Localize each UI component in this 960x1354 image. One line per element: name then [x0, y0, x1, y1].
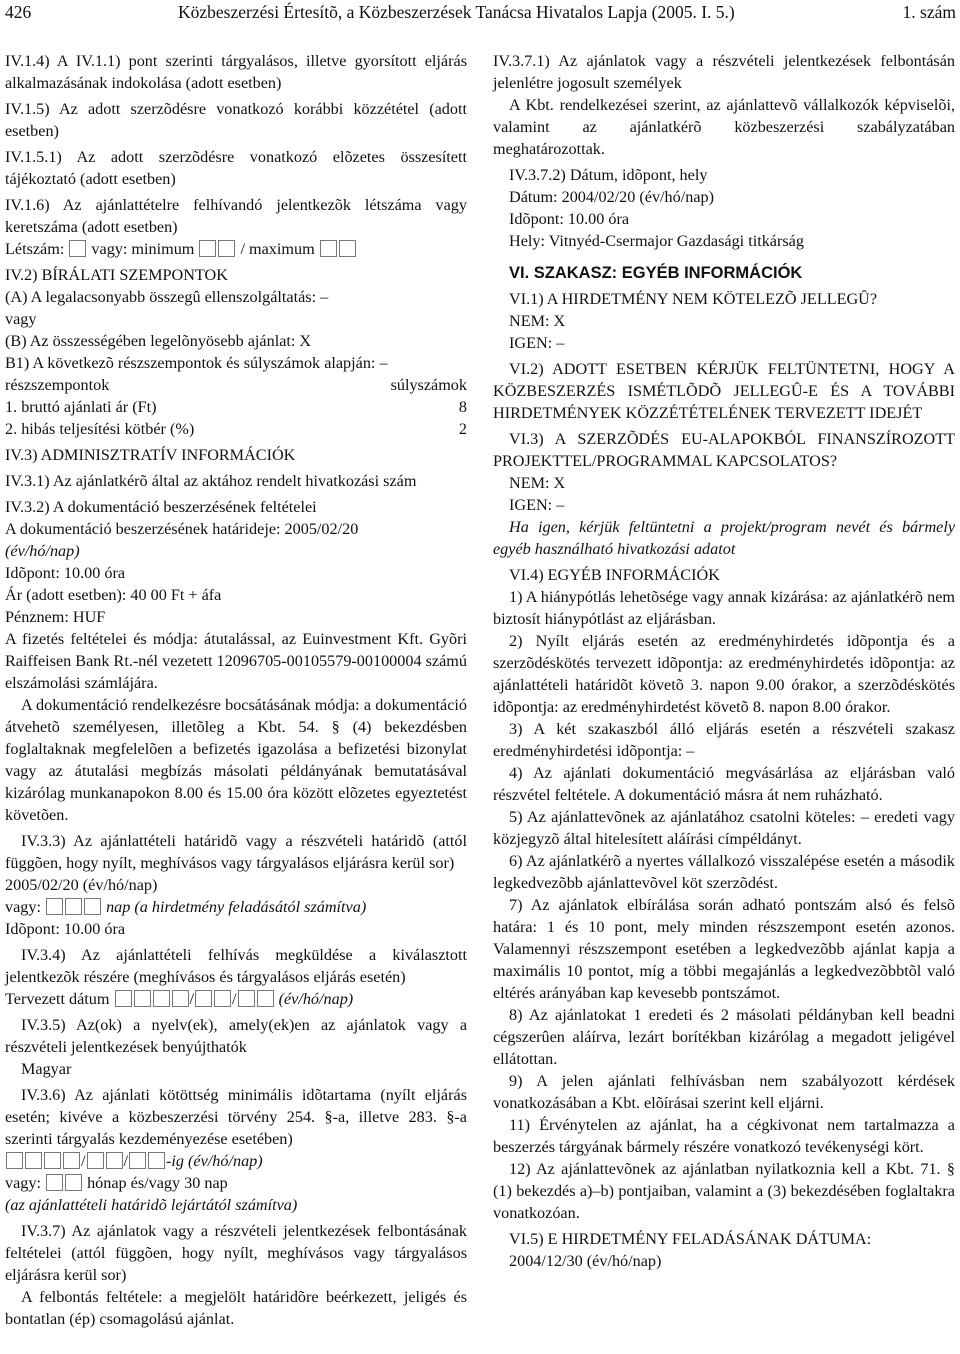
eu-project-note: Ha igen, kérjük feltüntetni a projekt/program nevét és bármely egyéb használható hivatkozási adatot [493, 518, 955, 558]
maximum-label: / maximum [240, 240, 315, 258]
months-label: hónap és/vagy 30 nap [87, 1174, 228, 1192]
criterion-b1: B1) A következõ részszempontok és súlyszámok alapján: – [5, 354, 388, 372]
criterion-weight: 8 [458, 398, 467, 416]
time-text: Idõpont: 10.00 óra [5, 920, 126, 938]
info-item: 8) Az ajánlatokat 1 eredeti és 2 másolati példányban kell beadni cégszerûen aláírva, lezárt borítékban kizárólag a megadott jeligével ellátottan. [493, 1006, 955, 1068]
info-item: 4) Az ajánlati dokumentáció megvásárlása az eljárásban való részvétel feltétele. A dokumentáció másra át nem ruházható. [493, 764, 955, 804]
criteria-row [5, 418, 467, 440]
empty-box [214, 990, 231, 1007]
info-item: 12) Az ajánlattevõnek az ajánlatban nyilatkoznia kell a Kbt. 71. § (1) bekezdés a)–b) pontjaiban, valamint a (3) bekezdésében foglaltakra vonatkozóan. [493, 1160, 955, 1222]
section-iv-1-4: IV.1.4) A IV.1.1) pont szerinti tárgyalásos, illetve gyorsított eljárás alkalmazásának indokolása (adott esetben) [5, 52, 467, 92]
criteria-header [5, 374, 467, 396]
dispatch-date: 2004/12/30 (év/hó/nap) [509, 1252, 662, 1270]
kbt-text: A Kbt. rendelkezései szerint, az ajánlattevõ vállalkozók képviselõi, valamint az ajánlatkérõ közbeszerzési szabályzatában meghatározottak. [493, 96, 955, 158]
section-vi-3: VI.3) A SZERZÕDÉS EU-ALAPOKBÓL FINANSZÍROZOTT PROJEKTTEL/PROGRAMMAL KAPCSOLATOS? [493, 430, 955, 470]
page-number: 426 [5, 2, 32, 22]
empty-box [153, 990, 170, 1007]
left-column [5, 50, 467, 1330]
right-column [493, 50, 955, 1272]
months-line [5, 1172, 467, 1194]
empty-box [148, 1152, 165, 1169]
section-iv-1-5: IV.1.5) Az adott szerzõdésre vonatkozó korábbi közzététel (adott esetben) [5, 100, 467, 140]
empty-box [87, 1152, 104, 1169]
empty-box [65, 898, 82, 915]
empty-box [129, 1152, 146, 1169]
empty-box [6, 1152, 23, 1169]
empty-box [46, 898, 63, 915]
igen-dash: IGEN: – [509, 334, 565, 352]
opening-date: Dátum: 2004/02/20 (év/hó/nap) [509, 188, 715, 206]
time-text: Idõpont: 10.00 óra [5, 564, 126, 582]
letszam-label: Létszám: [5, 240, 65, 258]
vagy-label: vagy: [5, 898, 41, 916]
page-header [0, 2, 960, 32]
vagy-label: vagy: [5, 1174, 41, 1192]
empty-box [195, 990, 212, 1007]
section-iv-1-5-1: IV.1.5.1) Az adott szerzõdésre vonatkozó elõzetes összesített tájékoztató (adott esetben) [5, 148, 467, 188]
section-iv-3-5: IV.3.5) Az(ok) a nyelv(ek), amely(ek)en az ajánlatok vagy a részvételi jelentkezések benyújthatók [5, 1016, 467, 1056]
empty-box [199, 240, 216, 257]
info-item: 11) Érvénytelen az ajánlat, ha a cégkivonat nem tartalmazza a beszerzés tárgyának bármely részére vonatkozó tevékenységi kört. [493, 1116, 955, 1156]
criterion-b: (B) Az összességében legelõnyösebb ajánlat: X [5, 332, 312, 350]
info-item: 6) Az ajánlatkérõ a nyertes vállalkozó visszalépése esetén a második legkedvezõbb ajánlattevõvel köt szerzõdést. [493, 852, 955, 892]
nem-x: NEM: X [509, 474, 566, 492]
weights-header: súlyszámok [390, 376, 467, 394]
section-vi-heading: VI. SZAKASZ: EGYÉB INFORMÁCIÓK [509, 264, 803, 282]
empty-box [172, 990, 189, 1007]
section-iv-3-2: IV.3.2) A dokumentáció beszerzésének feltételei [5, 498, 317, 516]
info-item: 5) Az ajánlattevõnek az ajánlatához csatolni köteles: – eredeti vagy közjegyzõ által hitelesített aláírási címpéldányt. [493, 808, 955, 848]
section-iv-3-1: IV.3.1) Az ajánlatkérõ által az aktához rendelt hivatkozási szám [5, 472, 417, 490]
currency-text: Pénznem: HUF [5, 608, 106, 626]
empty-box [63, 1152, 80, 1169]
empty-box [69, 240, 86, 257]
section-iv-3-7-2: IV.3.7.2) Dátum, idõpont, hely [509, 166, 708, 184]
section-vi-2: VI.2) ADOTT ESETBEN KÉRJÜK FELTÜNTETNI, HOGY A KÖZBESZERZÉS ISMÉTLÕDÕ JELLEGÛ-E ÉS A TOVÁBBI HIRDETMÉNYEK KÖZZÉTÉTELÉNEK TERVEZETT IDEJÉT [493, 360, 955, 422]
expiry-note: (az ajánlattételi határidõ lejártától számítva) [5, 1196, 298, 1214]
section-iv-3-6: IV.3.6) Az ajánlati kötöttség minimális idõtartama (nyílt eljárás esetén; kivéve a közbeszerzési törvény 254. §-a, illetve 283. §-a szerinti tárgyalás kezdeményezése esetében) [5, 1086, 467, 1148]
payment-terms: A fizetés feltételei és módja: átutalással, az Euinvestment Kft. Gyõri Raiffeisen Bank Rt.-nél vezetett 12096705-00105579-00100004 számú elszámolási számlájára. [5, 630, 467, 692]
journal-title: Közbeszerzési Értesítõ, a Közbeszerzések Tanácsa Hivatalos Lapja (2005. I. 5.) [178, 2, 735, 22]
section-iv-2: IV.2) BÍRÁLATI SZEMPONTOK [5, 266, 228, 284]
opening-condition: A felbontás feltétele: a megjelölt határidõre beérkezett, jeligés és bontatlan (ép) csomagolású ajánlat. [5, 1288, 467, 1328]
planned-date-label: Tervezett dátum [5, 990, 110, 1008]
criterion-weight: 2 [458, 420, 467, 438]
subcriteria-header: részszempontok [5, 376, 110, 394]
validity-date-line: / / -ig (év/hó/nap) [5, 1150, 467, 1172]
empty-box [257, 990, 274, 1007]
info-item: 9) A jelen ajánlati felhívásban nem szabályozott kérdések vonatkozásában a Kbt. elõírásai szerint kell eljárni. [493, 1072, 955, 1112]
empty-box [238, 990, 255, 1007]
empty-box [320, 240, 337, 257]
empty-box [46, 1174, 63, 1191]
nem-x: NEM: X [509, 312, 566, 330]
doc-deadline: A dokumentáció beszerzésének határideje: 2005/02/20 [5, 520, 359, 538]
empty-box [44, 1152, 61, 1169]
empty-box [134, 990, 151, 1007]
empty-box [84, 898, 101, 915]
language-text: Magyar [21, 1060, 72, 1078]
doc-availability: A dokumentáció rendelkezésre bocsátásának módja: a dokumentáció átvehetõ személyesen, illetõleg a Kbt. 54. § (4) bekezdésben foglaltaknak megfelelõen a befizetés igazolása a befizetési bizonylat vagy az átutalási megbízás másolati példányának bemutatásával kizárólag munkanapokon 8.00 és 15.00 óra között elõzetes egyeztetést követõen. [5, 696, 467, 824]
section-iv-3-7: IV.3.7) Az ajánlatok vagy a részvételi jelentkezések felbontásának feltételei (attól függõen, hogy nyílt, meghívásos vagy tárgyalásos eljárásra kerül sor) [5, 1222, 467, 1284]
planned-date-line: Tervezett dátum / / (év/hó/nap) [5, 990, 354, 1008]
section-iv-1-6: IV.1.6) Az ajánlattételre felhívandó jelentkezõk létszáma vagy keretszáma (adott esetben) [5, 196, 467, 236]
empty-box [339, 240, 356, 257]
section-vi-4: VI.4) EGYÉB INFORMÁCIÓK [509, 566, 720, 584]
deadline-date: 2005/02/20 (év/hó/nap) [5, 876, 158, 894]
until-label: -ig (év/hó/nap) [166, 1152, 263, 1170]
info-item: 1) A hiánypótlás lehetõsége vagy annak kizárása: az ajánlatkérõ nem biztosít hiánypótlást az eljárásban. [493, 588, 955, 628]
minimum-label: vagy: minimum [91, 240, 195, 258]
issue-number: 1. szám [902, 2, 956, 22]
section-vi-1: VI.1) A HIRDETMÉNY NEM KÖTELEZÕ JELLEGÛ? [509, 290, 878, 308]
empty-box [106, 1152, 123, 1169]
vagy-text: vagy [5, 310, 37, 328]
section-iv-3-7-1: IV.3.7.1) Az ajánlatok vagy a részvételi jelentkezések felbontásán jelenlétre jogosult személyek [493, 52, 955, 92]
empty-box [218, 240, 235, 257]
section-iv-3: IV.3) ADMINISZTRATÍV INFORMÁCIÓK [5, 446, 296, 464]
criteria-row [5, 396, 467, 418]
empty-box [25, 1152, 42, 1169]
empty-box [65, 1174, 82, 1191]
criterion-label: 2. hibás teljesítési kötbér (%) [5, 420, 195, 438]
date-format: (év/hó/nap) [278, 990, 354, 1008]
info-item: 3) A két szakaszból álló eljárás esetén a részvételi szakasz eredményhirdetési idõpontja: – [493, 720, 955, 760]
empty-box [115, 990, 132, 1007]
date-format: (év/hó/nap) [5, 542, 80, 560]
days-label: nap (a hirdetmény feladásától számítva) [106, 898, 367, 916]
price-text: Ár (adott esetben): 40 00 Ft + áfa [5, 586, 222, 604]
info-item: 2) Nyílt eljárás esetén az eredményhirdetés idõpontja és a szerzõdéskötés tervezett idõpontja: az eredményhirdetés idõpontja: az ajánlattételi határidõt követõ 3. napon 9.00 órakor, a szerzõdéskötés idõpontja: az eredményhirdetést követõ 8. napon 8.00 órakor. [493, 632, 955, 716]
info-item: 7) Az ajánlatok elbírálása során adható pontszám alsó és felsõ határa: 1 és 10 pont, mely minden részszempont esetén azonos. Valamennyi részszempont esetében a legkedvezõbb ajánlat kapja a maximális 10 pontot, míg a többi megajánlás a legkedvezõbbtõl való eltérés arányában kap kevesebb pontszámot. [493, 896, 955, 1002]
opening-place: Hely: Vitnyéd-Csermajor Gazdasági titkárság [509, 232, 804, 250]
days-line [5, 896, 467, 918]
criterion-a: (A) A legalacsonyabb összegû ellenszolgáltatás: – [5, 288, 329, 306]
criterion-label: 1. bruttó ajánlati ár (Ft) [5, 398, 157, 416]
section-iv-3-3: IV.3.3) Az ajánlattételi határidõ vagy a részvételi határidõ (attól függõen, hogy nyílt, meghívásos vagy tárgyalásos eljárásra kerül sor) [5, 832, 467, 872]
letszam-line [5, 238, 467, 260]
igen-dash: IGEN: – [509, 496, 565, 514]
opening-time: Idõpont: 10.00 óra [509, 210, 630, 228]
section-vi-5: VI.5) E HIRDETMÉNY FELADÁSÁNAK DÁTUMA: [509, 1230, 872, 1248]
section-iv-3-4: IV.3.4) Az ajánlattételi felhívás megküldése a kiválasztott jelentkezõk részére (meghívásos és tárgyalásos eljárás esetén) [5, 946, 467, 986]
